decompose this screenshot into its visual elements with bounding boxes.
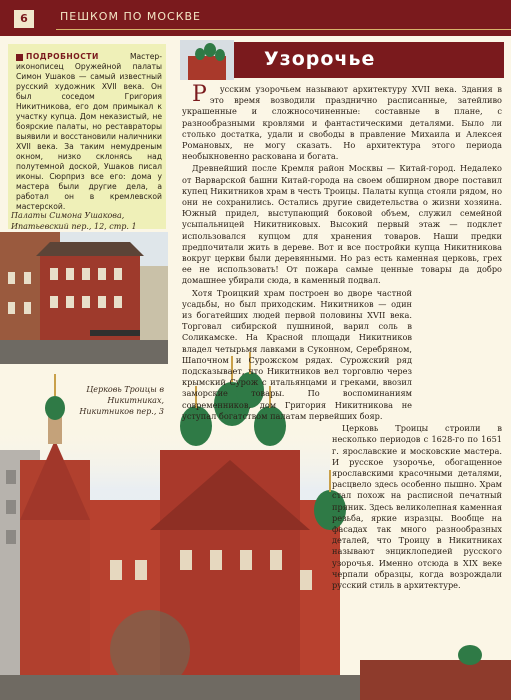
article-title: Узорочье	[264, 48, 376, 70]
header-divider	[56, 29, 511, 30]
square-bullet-icon	[16, 54, 23, 61]
paragraph-4: Церковь Троицы строили в несколько периодов с 1628-го по 1651 г. ярославские и московские мастера. И русское узорочье, обогащенное ярославскими красочными деталями, расцвело здесь особенно пышно. Храм стал похож на расписной печатный пряник. Здесь великолепная каменная резьба, яркие изразцы. Вообще на фасадах так много разнообразных деталей, что Троицу в Никитниках называют энциклопедией русского узорочья. Именно отсюда в XIX веке черпали образцы, когда возрождали русский стиль в архитектуре.	[332, 423, 502, 590]
church-caption: Церковь Троицы в Никитниках, Никитников пер., 3	[79, 385, 164, 416]
article-body	[182, 84, 502, 592]
page-number: 6	[14, 10, 34, 28]
paragraph-1-text: усским узорочьем называют архитектуру XVII века. Здания в это время возводили празднично расписанные, затейливо украшенные и сложносочиненные: составные в плане, с разнообразными кровлями и фантастическими деталями. Было ли столько достатка, удали и свободы в правление Михаила и Алексея Романовых, не могу сказать. Но архитектура этого периода необыкновенно раскована и богата.	[182, 84, 502, 162]
title-bar	[182, 42, 504, 78]
section-title: ПЕШКОМ ПО МОСКВЕ	[60, 10, 202, 23]
paragraph-1	[182, 84, 502, 162]
details-sidebar	[8, 44, 166, 229]
sidebar-body: Мастер-иконописец Оружейной палаты Симон Ушаков — самый известный русский художник XVII века. Он был соседом Григория Никитникова, его дом примыкал к участку купца. Дом неказистый, не боярские палаты, но реставраторы выявили и восстановили наличники XVII века. За таким немудреным окном, низко склонясь над полутемной доской, Ушаков писал иконы. Сюрприз все его: дома у мастера были другие дела, а работал он в кремлевской мастерской.	[16, 52, 162, 211]
paragraph-2: Древнейший после Кремля район Москвы — Китай-город. Недалеко от Варварской башни Китай-города на своем обширном дворе поставил купец Никитников храм в честь Троицы. Палаты купца стояли рядом, но они не сохранились. Остались другие свидетельства о жизни хозяина. Южный придел, выступающий боковой объем, служил семейной усыпальницей Никитниковых. Высокий первый этаж — подклет использовался купцом для хранения товаров. Наши предки предпочитали жить в дереве. Вот и все постройки купца Никитникова вокруг церкви были деревянными. Но раз есть каменная церковь, грех ее не использовать! От пожара самые ценные товары да добро домашнее убирали сюда, в каменный подвал.	[182, 163, 502, 286]
church-thumbnail	[180, 40, 234, 80]
drop-cap: Р	[192, 82, 207, 107]
paragraph-3: Хотя Троицкий храм построен во дворе частной усадьбы, но был приходским. Никитников — один из богатейших людей первой половины XVII века. Торговал сибирской пушниной, варил соль в Соликамске. На Красной площади Никитников владел четырьмя лавками в Суконном, Серебряном, Шапочном и Сурожском рядах. Сурожский ряд подсказывает, что Никитников вел торговлю через крымский Сурож с итальянцами и греками, ввозил заморские товары. По воспоминаниям современников, дом Григория Никитникова не уступал богатством палатам первейших бояр.	[182, 287, 412, 421]
chambers-caption: Палаты Симона Ушакова, Ипатьевский пер., 12, стр. 1	[11, 211, 137, 231]
sidebar-heading: ПОДРОБНОСТИ	[26, 52, 99, 61]
sidebar-text	[16, 52, 162, 212]
header-bar	[0, 0, 511, 36]
